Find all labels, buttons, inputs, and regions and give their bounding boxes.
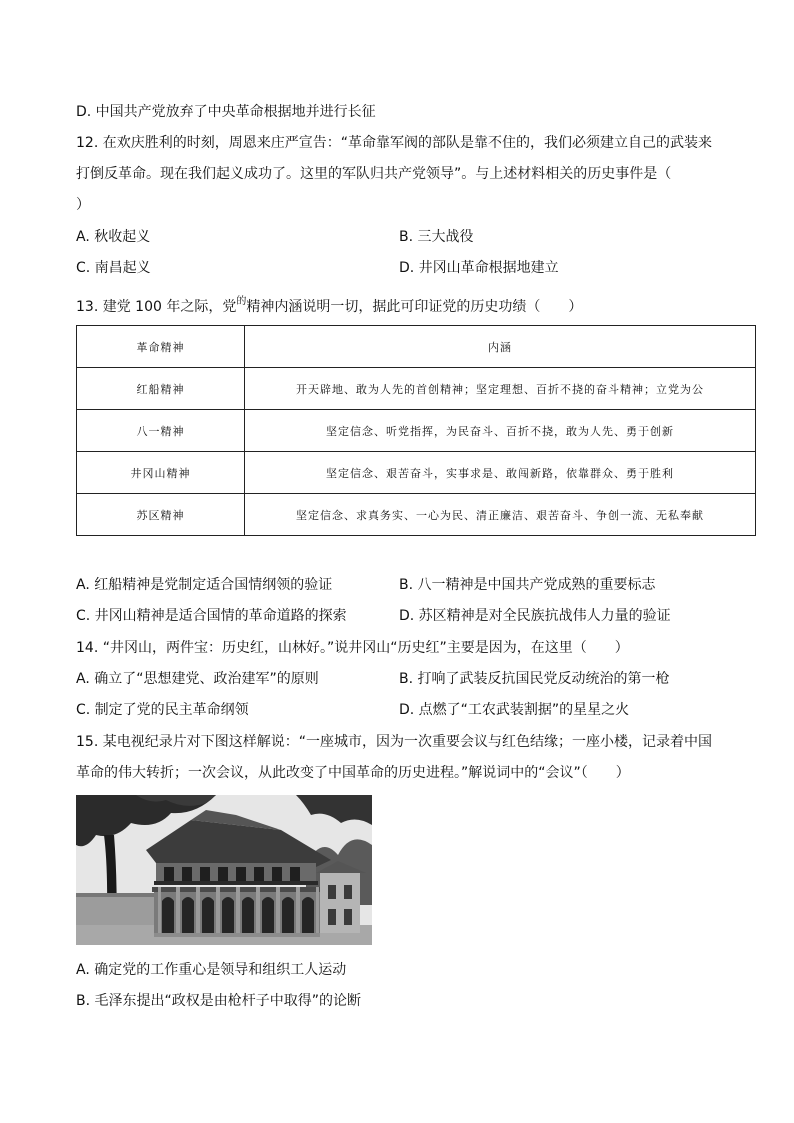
q15-stem-line-2: 革命的伟大转折；一次会议，从此改变了中国革命的历史进程。”解说词中的“会议”（ ） (76, 765, 630, 781)
q13-stem-before: 13. 建党 100 年之际，党 (76, 299, 237, 315)
table-row (77, 410, 756, 452)
q12-option-a[interactable]: A. 秋收起义 (76, 229, 151, 245)
q13-option-a[interactable]: A. 红船精神是党制定适合国情纲领的验证 (76, 577, 333, 593)
q14-stem: 14. “井冈山，两件宝：历史红，山林好。”说井冈山“历史红”主要是因为，在这里（ ） (76, 640, 629, 656)
q13-stem-superscript: 的 (236, 296, 247, 307)
q14-option-d[interactable]: D. 点燃了“工农武装割据”的星星之火 (399, 702, 630, 718)
revolutionary-spirit-table (76, 325, 756, 536)
q12-option-b[interactable]: B. 三大战役 (399, 229, 474, 245)
q15-stem-line-1: 15. 某电视纪录片对下图这样解说：“一座城市，因为一次重要会议与红色结缘；一座小楼，记录着中国 (76, 734, 712, 750)
table-header-row (77, 326, 756, 368)
q15-option-b[interactable]: B. 毛泽东提出“政权是由枪杆子中取得”的论断 (76, 993, 362, 1009)
q13-option-d[interactable]: D. 苏区精神是对全民族抗战伟人力量的验证 (399, 608, 671, 624)
q15-option-a[interactable]: A. 确定党的工作重心是领导和组织工人运动 (76, 962, 347, 978)
table-row (77, 494, 756, 536)
table-cell-connotation: 开天辟地、敢为人先的首创精神；坚定理想、百折不挠的奋斗精神；立党为公 (245, 368, 756, 410)
table-cell-spirit: 八一精神 (77, 410, 245, 452)
table-cell-connotation: 坚定信念、听党指挥，为民奋斗、百折不挠，敢为人先、勇于创新 (245, 410, 756, 452)
meeting-building-photo (76, 795, 372, 945)
prev-question-option-d: D. 中国共产党放弃了中央革命根据地并进行长征 (76, 104, 376, 120)
q12-stem-line-2: 打倒反革命。现在我们起义成功了。这里的军队归共产党领导”。与上述材料相关的历史事件是（ (76, 166, 672, 182)
table-header-spirit: 革命精神 (77, 326, 245, 368)
table-cell-connotation: 坚定信念、求真务实、一心为民、清正廉洁、艰苦奋斗、争创一流、无私奉献 (245, 494, 756, 536)
table-cell-spirit: 井冈山精神 (77, 452, 245, 494)
q13-option-b[interactable]: B. 八一精神是中国共产党成熟的重要标志 (399, 577, 656, 593)
q14-option-c[interactable]: C. 制定了党的民主革命纲领 (76, 702, 249, 718)
q14-option-b[interactable]: B. 打响了武装反抗国民党反动统治的第一枪 (399, 671, 670, 687)
table-header-connotation: 内涵 (245, 326, 756, 368)
q13-stem (76, 298, 582, 318)
q12-option-c[interactable]: C. 南昌起义 (76, 260, 151, 276)
table-cell-connotation: 坚定信念、艰苦奋斗，实事求是、敢闯新路，依靠群众、勇于胜利 (245, 452, 756, 494)
q12-option-d[interactable]: D. 井冈山革命根据地建立 (399, 260, 559, 276)
table-cell-spirit: 苏区精神 (77, 494, 245, 536)
table-row (77, 452, 756, 494)
q13-option-c[interactable]: C. 井冈山精神是适合国情的革命道路的探索 (76, 608, 347, 624)
q13-stem-after: 精神内涵说明一切，据此可印证党的历史功绩（ ） (246, 299, 583, 315)
q14-option-a[interactable]: A. 确立了“思想建党、政治建军”的原则 (76, 671, 319, 687)
q12-stem-line-1: 12. 在欢庆胜利的时刻，周恩来庄严宣告：“革命靠军阀的部队是靠不住的，我们必须建立自己的武装来 (76, 135, 712, 151)
table-row (77, 368, 756, 410)
table-cell-spirit: 红船精神 (77, 368, 245, 410)
q12-stem-line-3: ） (76, 197, 90, 213)
